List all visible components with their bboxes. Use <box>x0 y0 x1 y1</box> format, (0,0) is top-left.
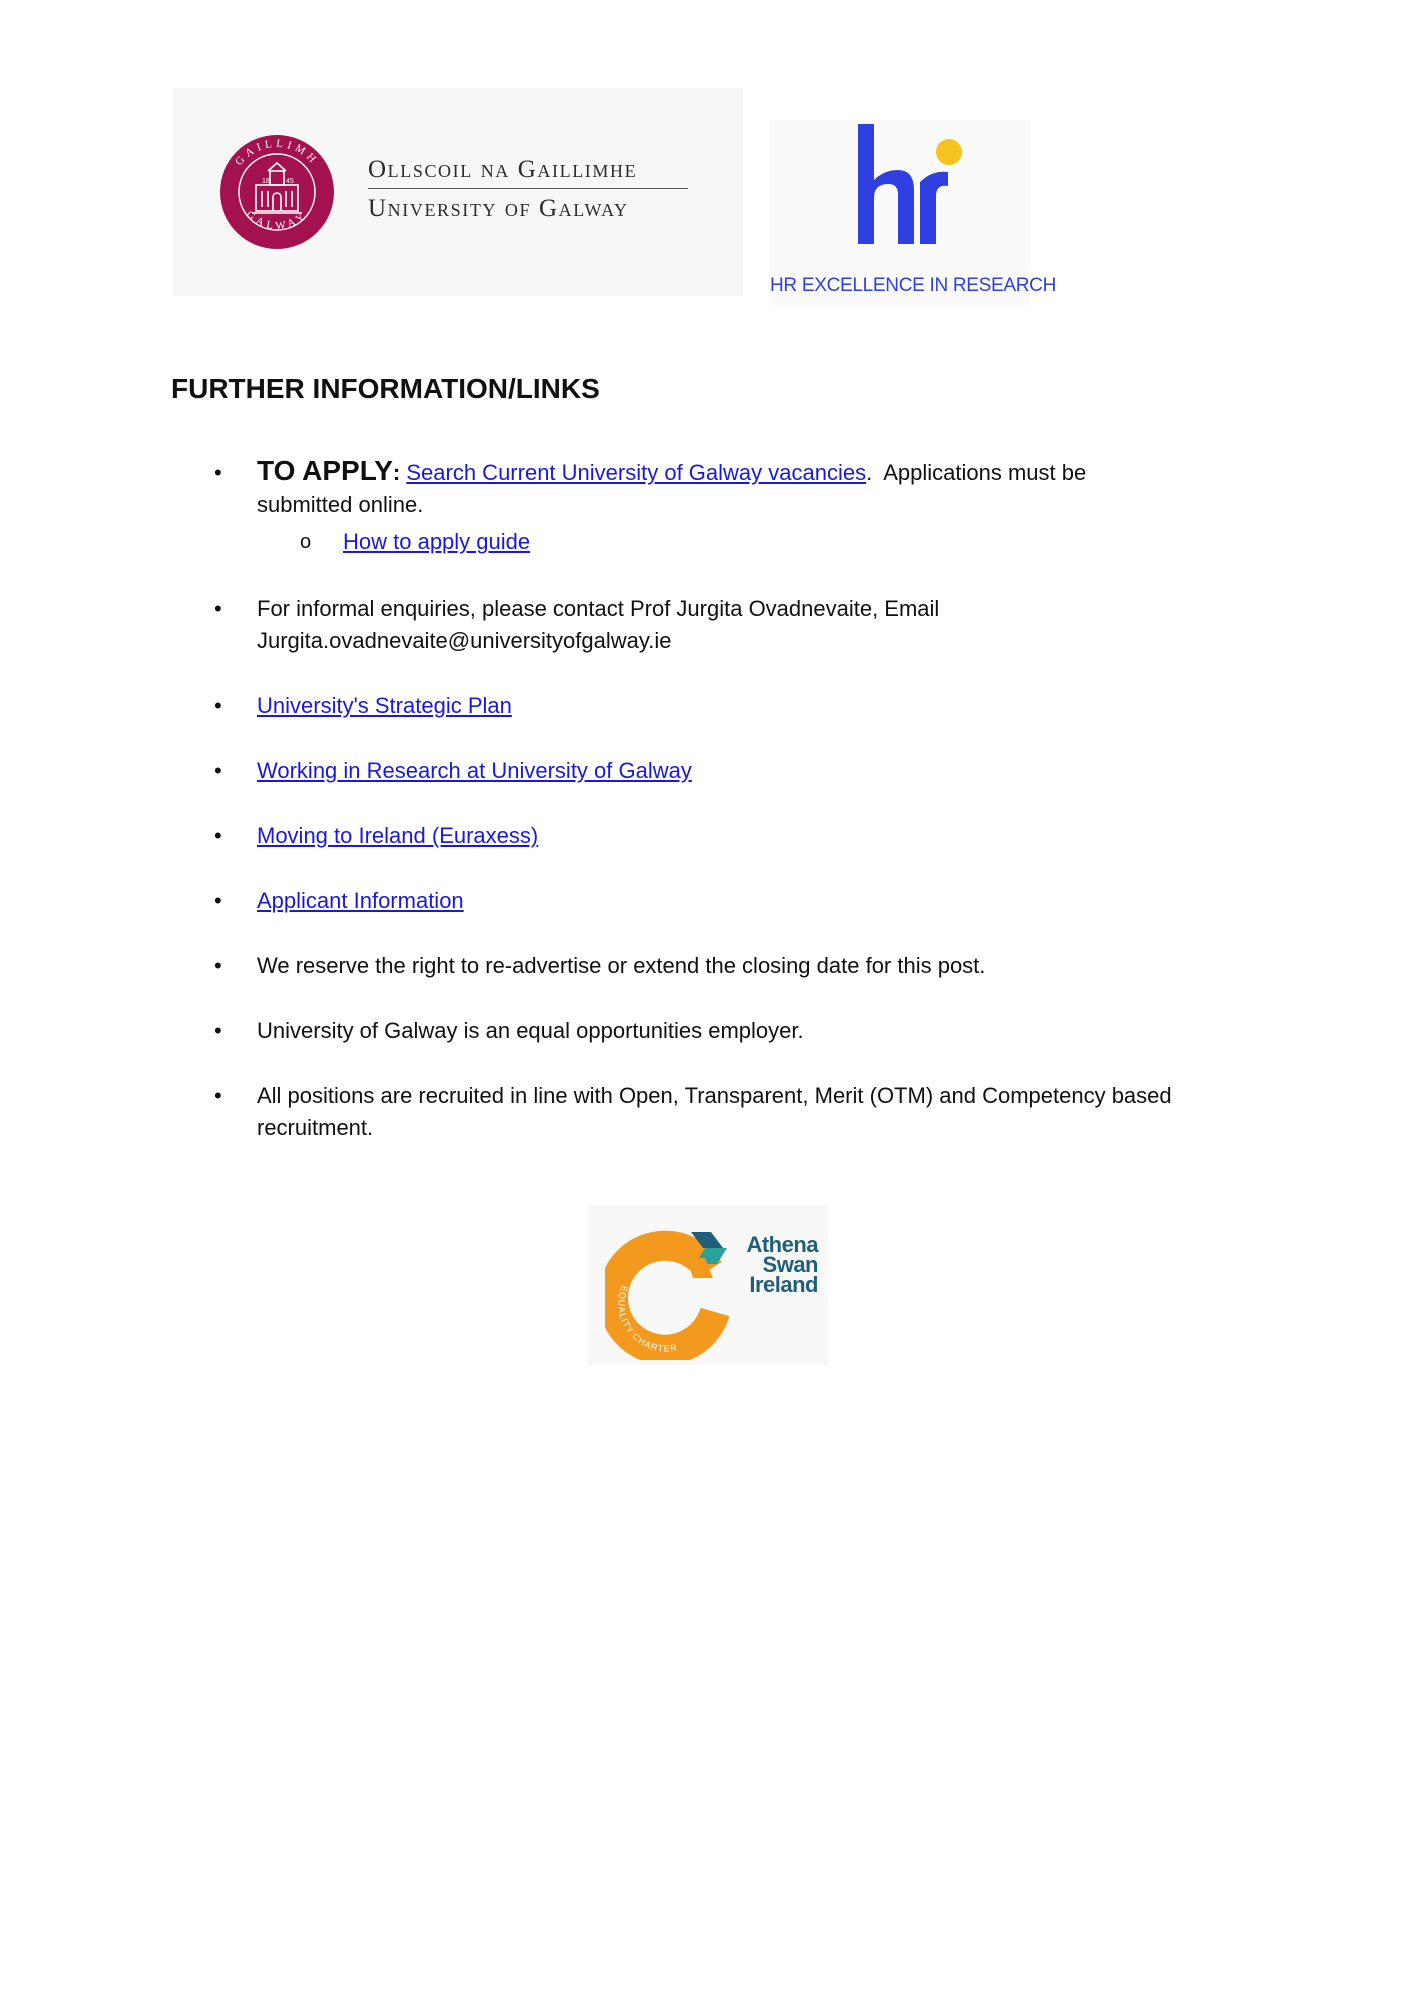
equality-charter-text: EQUALITY CHARTER <box>616 1284 679 1354</box>
strategic-plan-link[interactable]: University's Strategic Plan <box>257 693 512 718</box>
recruitment-line2: recruitment. <box>257 1115 374 1140</box>
search-vacancies-link[interactable]: Search Current University of Galway vacancies <box>406 460 867 485</box>
how-to-apply-guide-link[interactable]: How to apply guide <box>343 529 531 554</box>
enquiries-email: Jurgita.ovadnevaite@universityofgalway.ie <box>257 628 672 653</box>
apply-instructions-line1: Applications must be <box>883 460 1087 485</box>
recruitment-line1: All positions are recruited in line with Open, Transparent, Merit (OTM) and Competency based <box>257 1083 1172 1108</box>
readvertise-statement: We reserve the right to re-advertise or extend the closing date for this post. <box>257 953 986 978</box>
apply-text <box>257 455 1264 521</box>
bullet: • <box>214 693 222 718</box>
wordmark-divider <box>368 188 688 189</box>
apply-colon: : <box>392 460 401 485</box>
university-name-english: University of Galway <box>368 195 629 222</box>
athena-arrows-icon <box>683 1230 729 1282</box>
seal-year-right: 45 <box>286 178 294 185</box>
athena-line1: Athena <box>746 1232 818 1257</box>
bullet: • <box>214 1083 222 1108</box>
bullet: • <box>214 888 222 913</box>
enquiries-line1: For informal enquiries, please contact Prof Jurgita Ovadnevaite, Email <box>257 596 940 621</box>
bullet: • <box>214 823 222 848</box>
apply-label: TO APPLY <box>257 455 393 486</box>
working-in-research-link[interactable]: Working in Research at University of Galway <box>257 758 692 783</box>
bullet: • <box>214 596 222 621</box>
athena-line3: Ireland <box>749 1272 818 1297</box>
apply-period: . <box>866 460 873 485</box>
hr-excellence-logo-icon <box>850 122 965 247</box>
sub-bullet: o <box>300 531 312 553</box>
bullet: • <box>214 953 222 978</box>
bullet: • <box>214 1018 222 1043</box>
page-title: FURTHER INFORMATION/LINKS <box>171 373 600 404</box>
hr-excellence-caption: HR EXCELLENCE IN RESEARCH <box>770 275 1057 296</box>
moving-to-ireland-link[interactable]: Moving to Ireland (Euraxess) <box>257 823 539 848</box>
equal-opportunities-statement: University of Galway is an equal opportunities employer. <box>257 1018 804 1043</box>
bullet: • <box>214 758 222 783</box>
university-seal-icon <box>218 133 336 251</box>
applicant-information-link[interactable]: Applicant Information <box>257 888 464 913</box>
athena-line2: Swan <box>762 1252 818 1277</box>
university-wordmark <box>368 155 690 224</box>
athena-swan-ireland-wordmark <box>728 1232 818 1297</box>
seal-ring-bottom-text: GALWAY <box>243 208 311 233</box>
bullet: • <box>214 460 222 485</box>
apply-instructions-line2: submitted online. <box>257 492 424 517</box>
seal-year-left: 18 <box>262 178 270 185</box>
university-name-irish: Ollscoil na Gaillimhe <box>368 156 638 183</box>
seal-ring-top-text: GAILLIMH <box>233 137 321 169</box>
